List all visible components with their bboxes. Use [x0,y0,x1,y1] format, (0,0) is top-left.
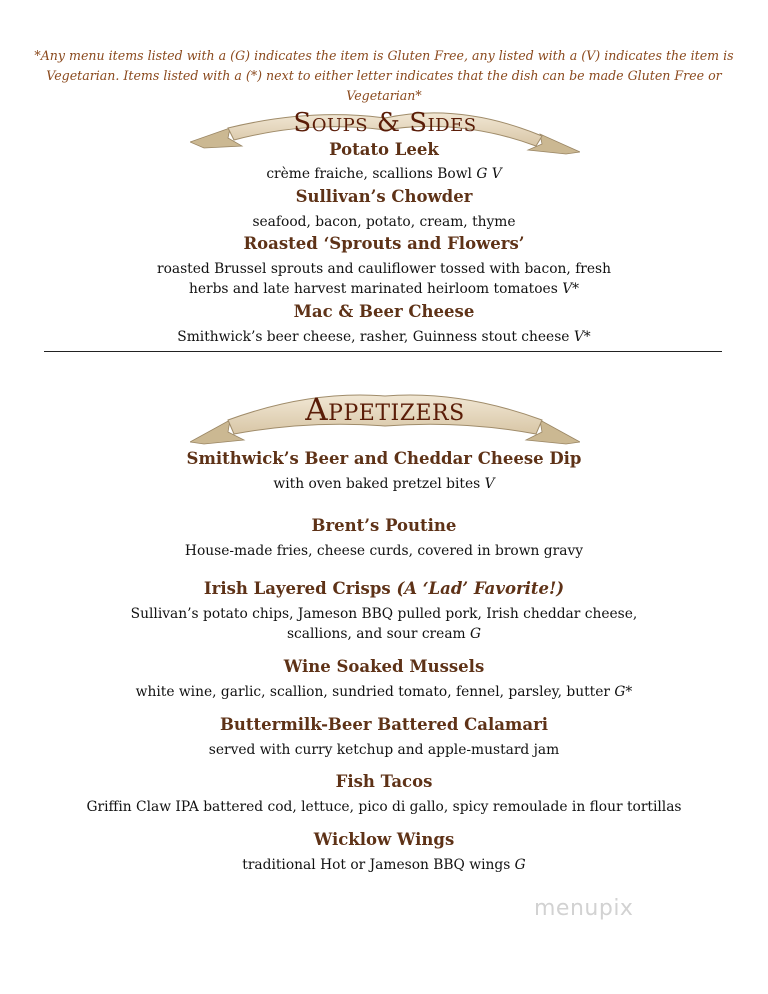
diet-tag: G V [476,166,502,182]
item-desc-wicklow-wings: traditional Hot or Jameson BBQ wings G [242,857,526,873]
item-desc-potato-leek: crème fraiche, scallions Bowl G V [266,166,502,182]
appetizers-banner [190,386,580,448]
item-desc-sullivans-chowder: seafood, bacon, potato, cream, thyme [252,214,516,230]
item-desc-irish-layered-crisps: Sullivan’s potato chips, Jameson BBQ pulled pork, Irish cheddar cheese, scallions, and sour cream G [130,606,638,642]
item-title-mac-beer-cheese: Mac & Beer Cheese [293,302,475,321]
item-title-wicklow-wings: Wicklow Wings [313,830,455,849]
item-desc-brents-poutine: House-made fries, cheese curds, covered in brown gravy [184,543,584,559]
item-title-potato-leek: Potato Leek [329,140,439,159]
item-title-calamari: Buttermilk-Beer Battered Calamari [219,715,549,734]
diet-tag: V [484,476,495,492]
item-title-roasted-sprouts: Roasted ‘Sprouts and Flowers’ [243,234,525,253]
item-title-sullivans-chowder: Sullivan’s Chowder [295,187,473,206]
favorite-note: (A ‘Lad’ Favorite!) [396,579,565,598]
soups-sides-heading: Soups & Sides [293,108,477,138]
item-title-wine-soaked-mussels: Wine Soaked Mussels [283,657,485,676]
item-desc-wine-soaked-mussels: white wine, garlic, scallion, sundried tomato, fennel, parsley, butter G* [135,684,633,700]
diet-tag: V* [573,329,591,345]
item-desc-beer-cheese-dip: with oven baked pretzel bites V [273,476,495,492]
item-desc-mac-beer-cheese: Smithwick’s beer cheese, rasher, Guinness stout cheese V* [177,329,591,345]
diet-tag: G* [614,684,633,700]
menupix-watermark: menupix [534,896,634,921]
item-title-beer-cheese-dip: Smithwick’s Beer and Cheddar Cheese Dip [186,449,582,468]
dietary-note: *Any menu items listed with a (G) indicates the item is Gluten Free, any listed with a (V) indicates the item is Vegetarian. Items listed with a (*) next to either letter indicates that the dish can be made Gluten Free or Vegetarian* [34,48,734,103]
section-divider [44,351,722,352]
diet-tag: G [514,857,526,873]
diet-tag: G [470,626,482,642]
item-title-fish-tacos: Fish Tacos [335,772,433,791]
item-title-brents-poutine: Brent’s Poutine [311,516,457,535]
item-desc-roasted-sprouts: roasted Brussel sprouts and cauliflower tossed with bacon, fresh herbs and late harvest marinated heirloom tomatoes V* [156,261,612,297]
appetizers-heading: Appetizers [305,392,465,428]
item-desc-calamari: served with curry ketchup and apple-mustard jam [208,742,560,758]
item-desc-fish-tacos: Griffin Claw IPA battered cod, lettuce, pico di gallo, spicy remoulade in flour tortillas [86,799,682,815]
diet-tag: V* [562,281,580,297]
item-title-irish-layered-crisps: Irish Layered Crisps (A ‘Lad’ Favorite!) [203,579,565,598]
